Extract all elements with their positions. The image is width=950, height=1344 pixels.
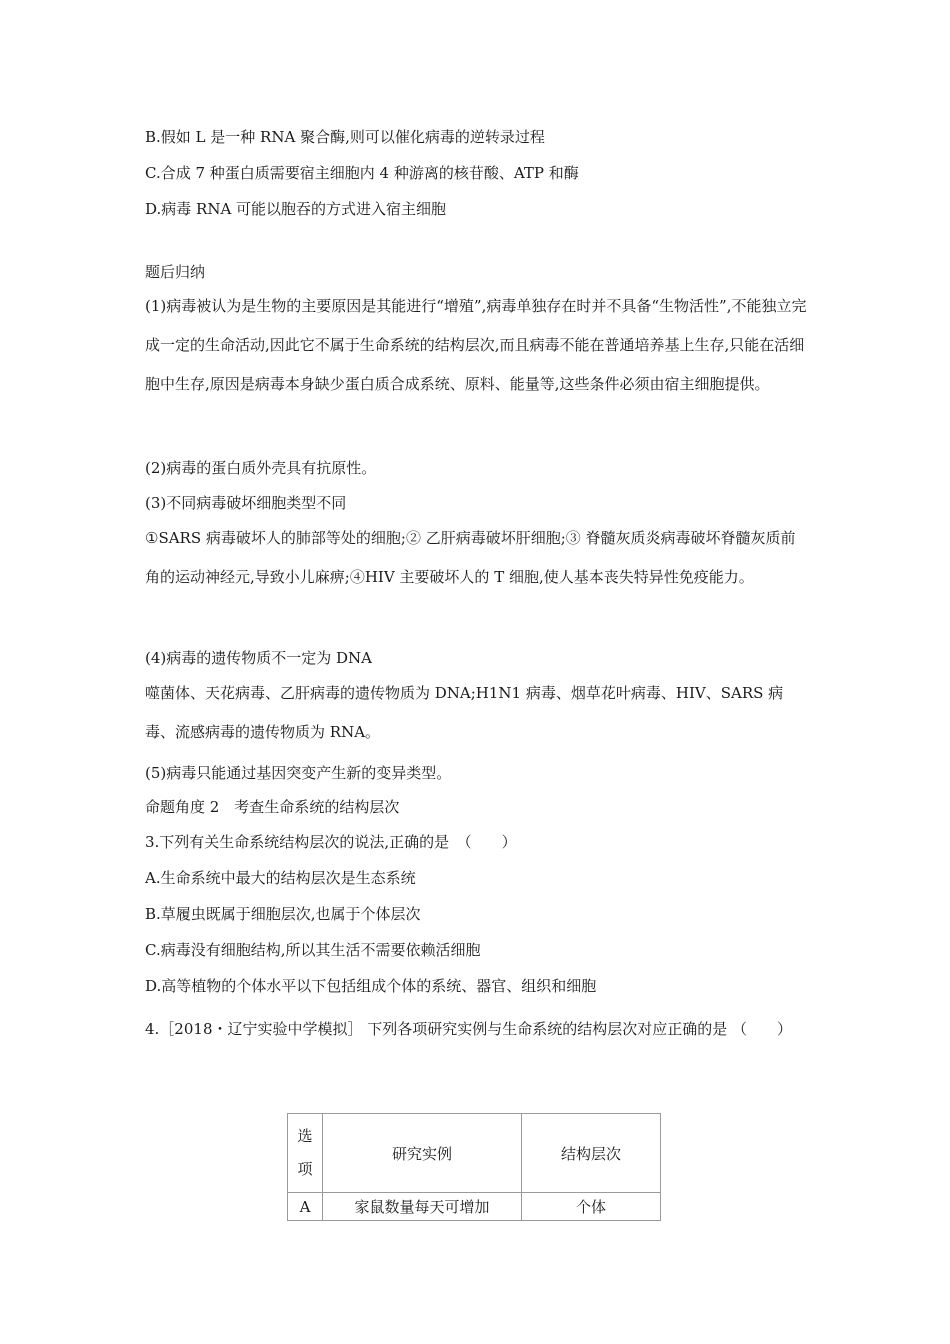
q3-option-a: A.生命系统中最大的结构层次是生态系统 — [145, 869, 416, 887]
summary-point-5: (5)病毒只能通过基因突变产生新的变异类型。 — [145, 764, 452, 782]
q3-option-c: C.病毒没有细胞结构,所以其生活不需要依赖活细胞 — [145, 941, 481, 959]
q2-option-c: C.合成 7 种蛋白质需要宿主细胞内 4 种游离的核苷酸、ATP 和酶 — [145, 164, 579, 182]
row-example: 家鼠数量每天可增加 — [323, 1193, 522, 1221]
q4-table — [287, 1113, 661, 1221]
header-level: 结构层次 — [522, 1114, 661, 1193]
section-title: 命题角度 2 考查生命系统的结构层次 — [145, 798, 400, 816]
summary-point-1: (1)病毒被认为是生物的主要原因是其能进行“增殖”,病毒单独存在时并不具备“生物活性”,不能独立完成一定的生命活动,因此它不属于生命系统的结构层次,而且病毒不能在普通培养基上生存,只能在活细胞中生存,原因是病毒本身缺少蛋白质合成系统、原料、能量等,这些条件必须由宿主细胞提供。 — [145, 297, 807, 393]
q4-stem: 4.［2018・辽宁实验中学模拟］ 下列各项研究实例与生命系统的结构层次对应正确的是 （ ） — [145, 1020, 793, 1038]
table-row — [288, 1193, 661, 1221]
summary-point-4-detail: 噬菌体、天花病毒、乙肝病毒的遗传物质为 DNA;H1N1 病毒、烟草花叶病毒、HIV、SARS 病毒、流感病毒的遗传物质为 RNA。 — [145, 684, 784, 741]
summary-point-2: (2)病毒的蛋白质外壳具有抗原性。 — [145, 459, 377, 477]
row-option: A — [288, 1193, 323, 1221]
q2-option-d: D.病毒 RNA 可能以胞吞的方式进入宿主细胞 — [145, 200, 447, 218]
q3-option-b: B.草履虫既属于细胞层次,也属于个体层次 — [145, 905, 421, 923]
row-level: 个体 — [522, 1193, 661, 1221]
summary-point-4: (4)病毒的遗传物质不一定为 DNA — [145, 649, 373, 667]
header-example: 研究实例 — [323, 1114, 522, 1193]
header-option-char-2: 项 — [297, 1160, 313, 1178]
summary-title: 题后归纳 — [145, 263, 206, 281]
header-option-char-1: 选 — [297, 1127, 313, 1145]
table-header-row — [288, 1114, 661, 1193]
summary-point-3-detail: ①SARS 病毒破坏人的肺部等处的细胞;② 乙肝病毒破坏肝细胞;③ 脊髓灰质炎病毒破坏脊髓灰质前角的运动神经元,导致小儿麻痹;④HIV 主要破坏人的 T 细胞,使人基本丧失特异性免疫能力。 — [145, 529, 796, 586]
q3-stem: 3.下列有关生命系统结构层次的说法,正确的是 （ ） — [145, 833, 517, 851]
q3-option-d: D.高等植物的个体水平以下包括组成个体的系统、器官、组织和细胞 — [145, 977, 597, 995]
summary-point-3: (3)不同病毒破坏细胞类型不同 — [145, 494, 347, 512]
header-option — [288, 1114, 323, 1193]
q2-option-b: B.假如 L 是一种 RNA 聚合酶,则可以催化病毒的逆转录过程 — [145, 128, 545, 146]
